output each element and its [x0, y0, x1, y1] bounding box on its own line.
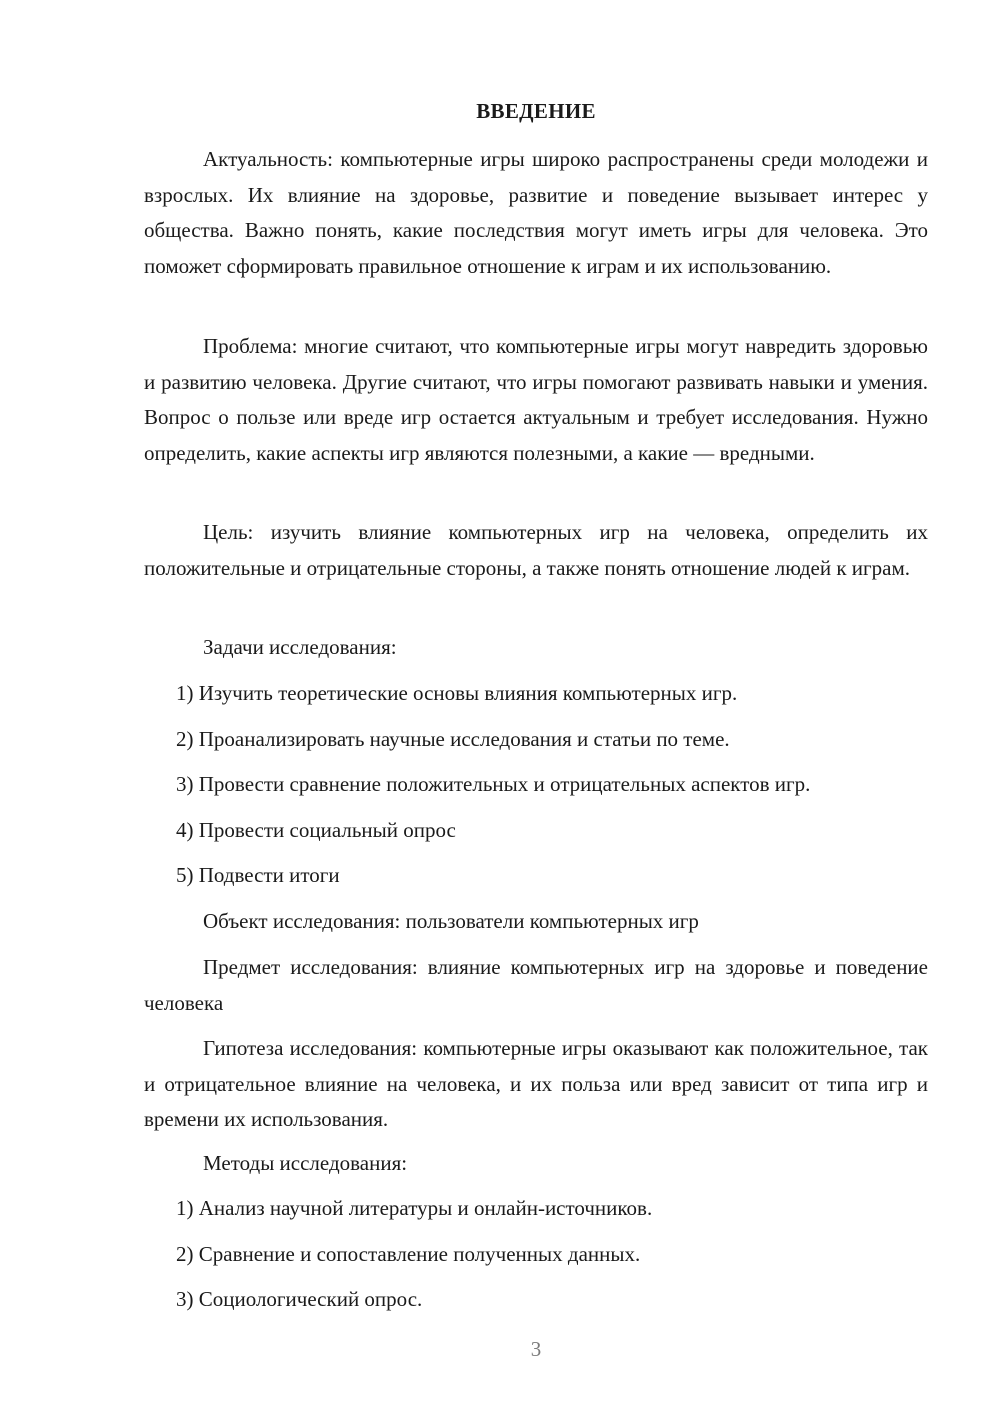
task-item: 1) Изучить теоретические основы влияния компьютерных игр. [176, 681, 738, 705]
tasks-heading: Задачи исследования: [203, 635, 397, 659]
method-item: 2) Сравнение и сопоставление полученных данных. [176, 1242, 641, 1266]
task-item: 5) Подвести итоги [176, 863, 340, 887]
method-item: 3) Социологический опрос. [176, 1287, 423, 1311]
object-paragraph: Объект исследования: пользователи компьютерных игр [203, 909, 699, 933]
task-item: 4) Провести социальный опрос [176, 818, 456, 842]
methods-heading: Методы исследования: [203, 1151, 408, 1175]
task-item: 2) Проанализировать научные исследования и статьи по теме. [176, 727, 730, 751]
subject-paragraph: Предмет исследования: влияние компьютерных игр на здоровье и поведение человека [144, 955, 928, 1015]
goal-paragraph: Цель: изучить влияние компьютерных игр на человека, определить их положительные и отрицательные стороны, а также понять отношение людей к играм. [144, 520, 928, 580]
problem-paragraph: Проблема: многие считают, что компьютерные игры могут навредить здоровью и развитию человека. Другие считают, что игры помогают развивать навыки и умения. Вопрос о пользе или вреде игр остается актуальным и требует исследования. Нужно определить, какие аспекты игр являются полезными, а какие — вредными. [144, 334, 928, 465]
relevance-paragraph: Актуальность: компьютерные игры широко распространены среди молодежи и взрослых. Их влияние на здоровье, развитие и поведение вызывает интерес у общества. Важно понять, какие последствия могут иметь игры для человека. Это поможет сформировать правильное отношение к играм и их использованию. [144, 147, 928, 278]
page-title: ВВЕДЕНИЕ [476, 99, 596, 123]
page-number: 3 [530, 1337, 542, 1361]
hypothesis-paragraph: Гипотеза исследования: компьютерные игры оказывают как положительное, так и отрицательное влияние на человека, и их польза или вред зависит от типа игр и времени их использования. [144, 1036, 928, 1131]
method-item: 1) Анализ научной литературы и онлайн-источников. [176, 1196, 653, 1220]
task-item: 3) Провести сравнение положительных и отрицательных аспектов игр. [176, 772, 811, 796]
